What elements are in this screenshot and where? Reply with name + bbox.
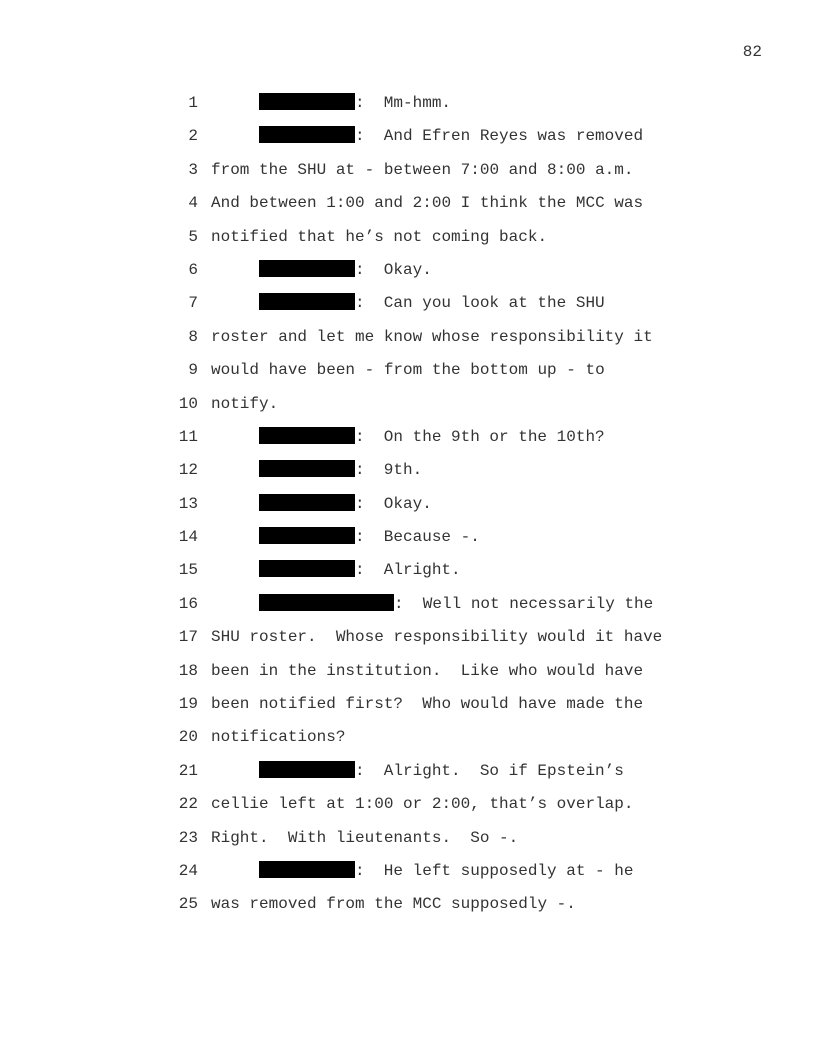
line-content: notified that he’s not coming back. [211, 227, 548, 246]
redacted-speaker-name [259, 861, 355, 878]
transcript-line [0, 893, 816, 926]
line-content: notify. [211, 394, 279, 413]
line-number: 13 [178, 494, 198, 513]
line-content: : Because -. [355, 528, 480, 547]
line-content: been notified first? Who would have made the [211, 695, 644, 714]
line-content: : Alright. [355, 561, 461, 580]
line-content: : Mm-hmm. [355, 94, 452, 112]
redacted-speaker-name [259, 560, 355, 577]
transcript-line [0, 92, 816, 125]
line-text [211, 326, 653, 348]
line-number: 25 [178, 895, 198, 914]
line-content: : Can you look at the SHU [355, 294, 605, 313]
transcript-line [0, 493, 816, 526]
line-content: cellie left at 1:00 or 2:00, that’s overlap. [211, 795, 634, 814]
transcript-line [0, 693, 816, 726]
line-number: 23 [178, 828, 198, 847]
line-content: was removed from the MCC supposedly -. [211, 895, 576, 914]
transcript-line [0, 793, 816, 826]
line-text [211, 192, 643, 214]
line-content: roster and let me know whose responsibility it [211, 327, 653, 346]
line-text [259, 860, 633, 882]
transcript-line [0, 726, 816, 759]
line-text [211, 726, 345, 748]
line-number: 16 [178, 594, 198, 613]
line-number: 15 [178, 561, 198, 580]
line-number: 21 [178, 761, 198, 780]
line-text [211, 793, 633, 815]
line-text [259, 559, 461, 581]
line-text [259, 526, 480, 548]
line-text [211, 693, 643, 715]
transcript-line [0, 192, 816, 225]
redacted-speaker-name [259, 594, 394, 611]
line-number: 9 [188, 361, 198, 380]
transcript-line [0, 326, 816, 359]
line-number: 12 [178, 461, 198, 480]
transcript-line [0, 226, 816, 259]
redacted-speaker-name [259, 93, 355, 110]
line-text [259, 493, 432, 515]
line-content: been in the institution. Like who would have [211, 661, 644, 680]
transcript-line [0, 559, 816, 592]
line-text [259, 760, 624, 782]
transcript-line [0, 359, 816, 392]
transcript-line [0, 459, 816, 492]
line-number: 2 [188, 127, 198, 146]
line-number: 20 [178, 728, 198, 747]
line-number: 18 [178, 661, 198, 680]
line-number: 22 [178, 795, 198, 814]
transcript-line [0, 660, 816, 693]
line-content: Right. With lieutenants. So -. [211, 828, 519, 847]
line-text [259, 593, 653, 615]
line-text [211, 159, 633, 181]
line-content: And between 1:00 and 2:00 I think the MCC was [211, 194, 644, 213]
line-text [211, 359, 605, 381]
line-number: 24 [178, 861, 198, 880]
redacted-speaker-name [259, 126, 355, 143]
line-content: : He left supposedly at - he [355, 861, 634, 880]
transcript-line [0, 393, 816, 426]
redacted-speaker-name [259, 460, 355, 477]
line-text [211, 393, 278, 415]
line-number: 8 [188, 327, 198, 346]
line-content: : And Efren Reyes was removed [355, 127, 644, 146]
line-number: 4 [188, 194, 198, 213]
line-text [211, 626, 662, 648]
transcript-body [0, 92, 816, 927]
line-number: 7 [188, 294, 198, 313]
line-text [211, 660, 643, 682]
line-number: 3 [188, 160, 198, 179]
line-content: : Okay. [355, 260, 432, 279]
line-number: 19 [178, 695, 198, 714]
line-number: 6 [188, 260, 198, 279]
line-number: 1 [188, 94, 198, 112]
transcript-line [0, 426, 816, 459]
line-content: notifications? [211, 728, 346, 747]
redacted-speaker-name [259, 427, 355, 444]
line-text [259, 92, 451, 114]
line-number: 14 [178, 528, 198, 547]
line-text [259, 426, 605, 448]
line-content: SHU roster. Whose responsibility would it have [211, 628, 663, 647]
line-text [259, 292, 605, 314]
line-content: : Alright. So if Epstein’s [355, 761, 624, 780]
line-number: 5 [188, 227, 198, 246]
line-text [259, 459, 422, 481]
transcript-line [0, 259, 816, 292]
transcript-line [0, 760, 816, 793]
redacted-speaker-name [259, 527, 355, 544]
transcript-line [0, 593, 816, 626]
line-content: : Well not necessarily the [394, 594, 654, 613]
transcript-line [0, 159, 816, 192]
redacted-speaker-name [259, 260, 355, 277]
line-text [211, 226, 547, 248]
line-number: 11 [178, 427, 198, 446]
line-content: : 9th. [355, 461, 423, 480]
line-text [211, 893, 576, 915]
redacted-speaker-name [259, 761, 355, 778]
line-content: : On the 9th or the 10th? [355, 427, 605, 446]
line-text [259, 125, 643, 147]
line-text [259, 259, 432, 281]
line-number: 17 [178, 628, 198, 647]
redacted-speaker-name [259, 293, 355, 310]
line-text [211, 827, 518, 849]
transcript-line [0, 626, 816, 659]
transcript-line [0, 125, 816, 158]
transcript-line [0, 860, 816, 893]
redacted-speaker-name [259, 494, 355, 511]
page-number: 82 [742, 43, 762, 61]
line-number: 10 [178, 394, 198, 413]
line-content: : Okay. [355, 494, 432, 513]
line-content: would have been - from the bottom up - to [211, 361, 605, 380]
line-content: from the SHU at - between 7:00 and 8:00 a.m. [211, 160, 634, 179]
transcript-line [0, 827, 816, 860]
transcript-line [0, 292, 816, 325]
transcript-line [0, 526, 816, 559]
